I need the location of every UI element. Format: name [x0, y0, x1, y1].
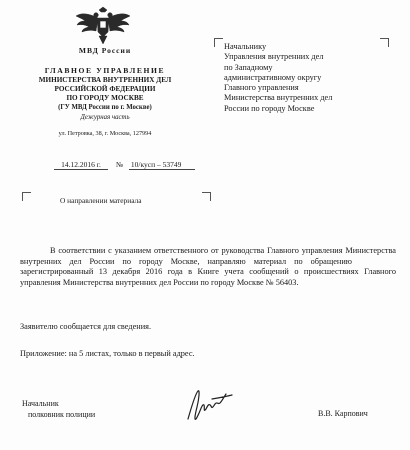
registration-date: 14.12.2016 г. [54, 160, 108, 170]
signer-rank: полковник полиции [28, 410, 96, 419]
body-paragraph-1 [20, 246, 396, 288]
header-line-4: ПО ГОРОДУ МОСКВЕ [66, 94, 144, 102]
subject-corner-right [202, 192, 211, 201]
ministry-short-name: МВД России [78, 46, 132, 55]
signer-name: В.В. Карпович [318, 409, 368, 418]
header-line-2: МИНИСТЕРСТВА ВНУТРЕННИХ ДЕЛ [38, 76, 172, 84]
addressee-line: административному округу [224, 72, 322, 82]
registration-line [54, 160, 195, 170]
number-sign: № [115, 160, 124, 169]
header-line-6: Дежурная часть [80, 114, 130, 121]
body-paragraph-1-start: В соответствии с указанием ответственного от руководства Главного управления Министерства внутренних дел России по городу Москве, направляю материал по обращению [20, 246, 396, 266]
header-line-1: ГЛАВНОЕ УПРАВЛЕНИЕ [44, 66, 166, 75]
addressee-corner-left [214, 38, 223, 47]
addressee-line: Управления внутренних дел [224, 52, 324, 62]
handwritten-signature [182, 385, 238, 425]
addressee-line: Главного управления [224, 83, 299, 93]
addressee-line: по Западному [224, 62, 273, 72]
subject-corner-left [22, 192, 31, 201]
registration-number: 10/кусп – 53749 [129, 160, 195, 170]
addressee-line: России по городу Москве [224, 103, 315, 113]
header-line-3: РОССИЙСКОЙ ФЕДЕРАЦИИ [54, 85, 156, 93]
header-line-5: (ГУ МВД России по г. Москве) [58, 104, 152, 111]
addressee-line: Министерства внутренних дел [224, 93, 333, 103]
addressee-line: Начальнику [224, 42, 267, 51]
body-paragraph-2: Заявителю сообщается для сведения. [20, 322, 152, 331]
signer-title [22, 398, 95, 420]
body-paragraph-1-end: зарегистрированный 13 декабря 2016 года в Книге учета сообщений о происшествиях Главного управления Министерства внутренних дел России по городу Москве № 56403. [20, 267, 396, 287]
subject-line: О направлении материала [60, 196, 142, 205]
double-headed-eagle-emblem [74, 6, 132, 46]
addressee-block [224, 42, 384, 114]
attachment-note: Приложение: на 5 листах, только в первый адрес. [20, 349, 195, 358]
signer-position: Начальник [22, 399, 59, 408]
sender-address: ул. Петровка, 38, г. Москва, 127994 [58, 130, 152, 137]
